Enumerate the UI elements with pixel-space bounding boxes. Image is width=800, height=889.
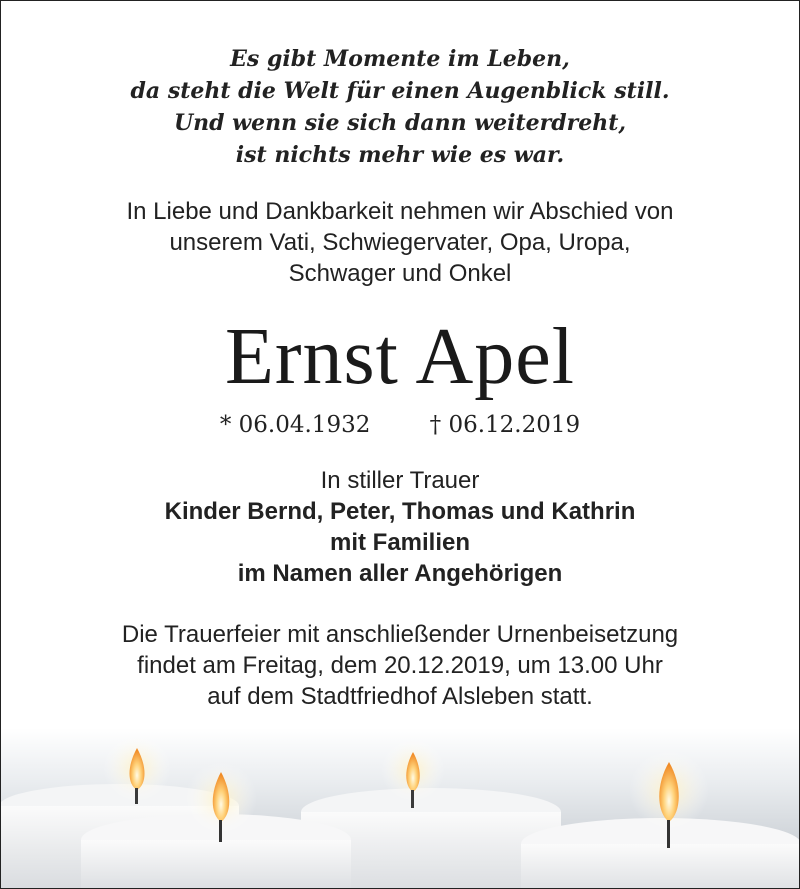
memorial-poem (1, 43, 799, 171)
poem-line: da steht die Welt für einen Augenblick still. (130, 78, 670, 104)
ceremony-line: Die Trauerfeier mit anschließender Urnenbeisetzung (121, 621, 679, 648)
candles-image (1, 728, 799, 888)
birth-date: * 06.04.1932 (219, 412, 371, 438)
mourners-line: Kinder Bernd, Peter, Thomas und Kathrin (164, 498, 636, 525)
intro-line: Schwager und Onkel (288, 260, 512, 287)
poem-line: Es gibt Momente im Leben, (230, 46, 570, 72)
mourners-block (1, 465, 799, 589)
mourners-intro: In stiller Trauer (320, 467, 480, 494)
ceremony-line: auf dem Stadtfriedhof Alsleben statt. (207, 683, 593, 710)
deceased-name: Ernst Apel (225, 313, 575, 401)
intro-line: unserem Vati, Schwiegervater, Opa, Uropa, (169, 229, 631, 256)
death-date: † 06.12.2019 (429, 412, 581, 438)
poem-line: Und wenn sie sich dann weiterdreht, (173, 110, 627, 136)
poem-line: ist nichts mehr wie es war. (235, 142, 565, 168)
mourners-line: mit Familien (329, 529, 471, 556)
farewell-intro (1, 196, 799, 289)
life-dates (1, 409, 799, 441)
mourners-line: im Namen aller Angehörigen (237, 560, 563, 587)
ceremony-line: findet am Freitag, dem 20.12.2019, um 13.00 Uhr (137, 652, 663, 679)
intro-line: In Liebe und Dankbarkeit nehmen wir Abschied von (126, 198, 674, 225)
ceremony-info (1, 619, 799, 712)
